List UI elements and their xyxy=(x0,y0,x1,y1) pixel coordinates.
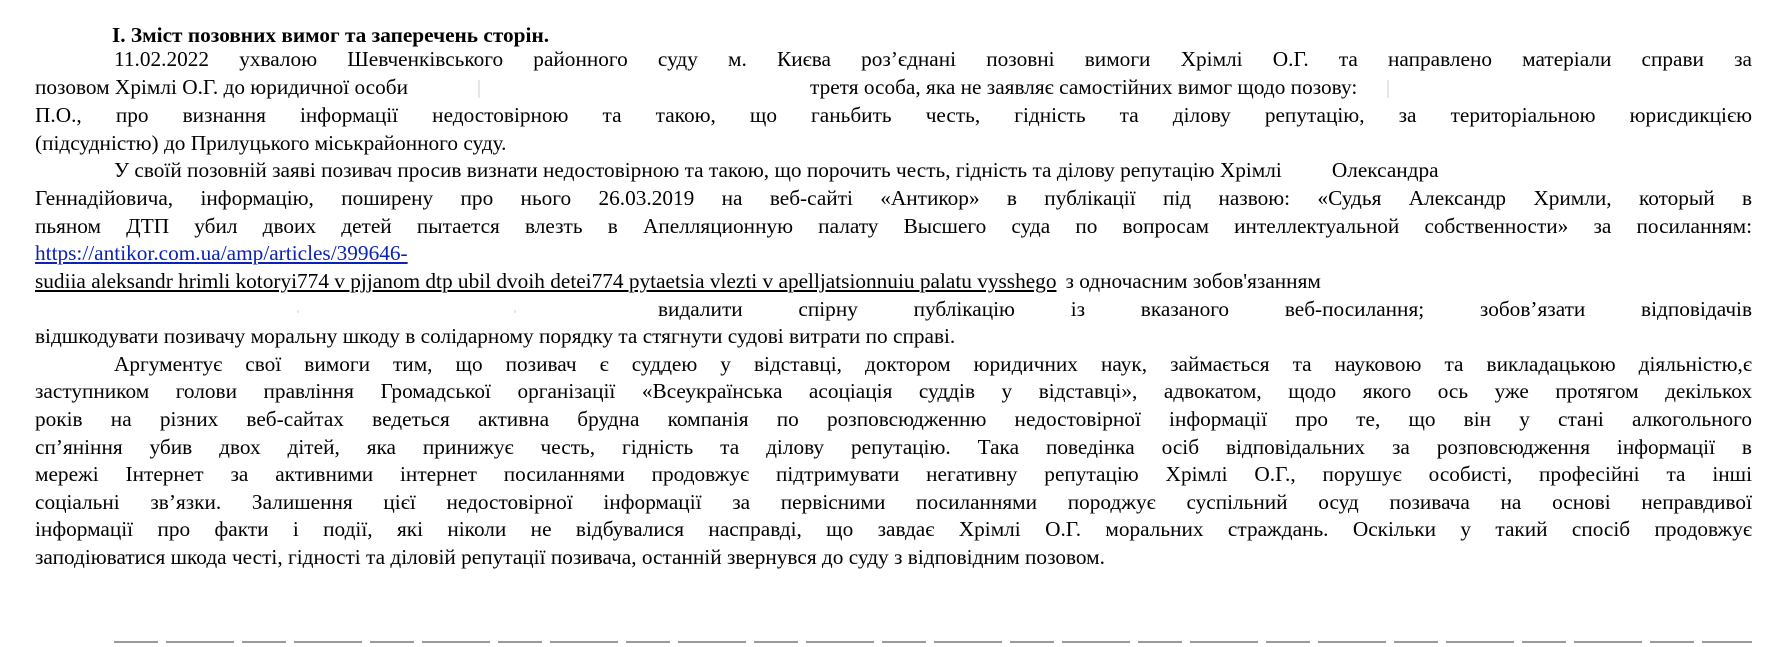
paragraph-line: інформації про факти і події, які ніколи не відбувалися насправді, що завдає Хрімлі О.Г. моральних страждань. Оскільки у такий спосіб продовжує xyxy=(35,517,1752,541)
redacted-gap xyxy=(408,72,810,103)
paragraph-line: років на різних веб-сайтах ведеться активна брудна компанія по розповсюдженню недостовірної інформації про те, що він у стані алкогольного xyxy=(35,407,1752,431)
paragraph-line: пьяном ДТП убил двоих детей пытается влезть в Апелляционную палату Высшего суда по вопросам интеллектуальной собственности» за посиланням: xyxy=(35,214,1752,238)
paragraph-line: соціальні зв’язки. Залишення цієї недостовірної інформації за первісними посиланнями породжує суспільний осуд позивача на основі неправдивої xyxy=(35,490,1752,514)
section-heading: І. Зміст позовних вимог та заперечень сторін. xyxy=(112,23,550,47)
paragraph-line xyxy=(35,266,1752,297)
cut-off-text-fragment xyxy=(114,641,1752,643)
paragraph-line: мережі Інтернет за активними інтернет посиланнями продовжує підтримувати негативну репутацію Хрімлі О.Г., порушує особисті, професійні та інші xyxy=(35,462,1752,486)
paragraph-line: П.О., про визнання інформації недостовірною та такою, що ганьбить честь, гідність та ділову репутацію, за територіальною юрисдикцією xyxy=(35,103,1752,127)
paragraph-line: Аргументує свої вимоги тим, що позивач є суддею у відставці, доктором юридичних наук, займається та науковою та викладацькою діяльністю,є xyxy=(114,352,1752,376)
paragraph-line: сп’яніння убив двох дітей, яка принижує честь, гідність та ділову репутацію. Така поведінка осіб відповідальних за розповсюдження інформації в xyxy=(35,435,1752,459)
redacted-gap xyxy=(1357,72,1437,103)
paragraph-text: з одночасним зобов'язанням xyxy=(1065,269,1321,293)
redaction-mark xyxy=(514,310,516,313)
paragraph-line xyxy=(114,155,1752,186)
paragraph-line: заподіюватися шкода честі, гідності та діловій репутації позивача, останній звернувся до суду з відповідним позовом. xyxy=(35,545,1105,569)
paragraph-line: заступником голови правління Громадської організації «Всеукраїнська асоціація суддів у відставці», адвокатом, щодо якого ось уже протягом декількох xyxy=(35,379,1752,403)
redaction-mark xyxy=(1387,80,1389,98)
publication-link-continuation[interactable]: sudiia aleksandr hrimli kotoryi774 v pjjanom dtp ubil dvoih detei774 pytaetsia vlezti v apelljatsionnuiu palatu vysshego xyxy=(35,269,1057,293)
paragraph-line: відшкодувати позивачу моральну шкоду в солідарному порядку та стягнути судові витрати по справі. xyxy=(35,324,956,348)
paragraph-text: позовом Хрімлі О.Г. до юридичної особи xyxy=(35,75,408,99)
paragraph-text: видалити спірну публікацію із вказаного веб-посилання; зобов’язати відповідачів xyxy=(658,297,1752,321)
paragraph-text: Олександра xyxy=(1331,158,1439,182)
redaction-mark xyxy=(478,80,480,98)
paragraph-text: третя особа, яка не заявляє самостійних вимог щодо позову: xyxy=(810,75,1358,99)
publication-link[interactable]: https://antikor.com.ua/amp/articles/399646- xyxy=(35,241,408,265)
paragraph-line xyxy=(35,72,1752,103)
paragraph-line xyxy=(35,238,1752,269)
cut-off-line xyxy=(114,637,1752,647)
paragraph-line: 11.02.2022 ухвалою Шевченківського районного суду м. Києва роз’єднані позовні вимоги Хрімлі О.Г. та направлено матеріали справи за xyxy=(114,47,1752,71)
paragraph-text: У своїй позовній заяві позивач просив визнати недостовірною та такою, що порочить честь, гідність та ділову репутацію Хрімлі xyxy=(114,158,1282,182)
redaction-mark xyxy=(297,310,299,313)
paragraph-line: Геннадійовича, інформацію, поширену про нього 26.03.2019 на веб-сайті «Антикор» в публікації під назвою: «Судья Александр Хримли, который в xyxy=(35,186,1752,210)
paragraph-line: (підсудністю) до Прилуцького міськрайонного суду. xyxy=(35,131,507,155)
